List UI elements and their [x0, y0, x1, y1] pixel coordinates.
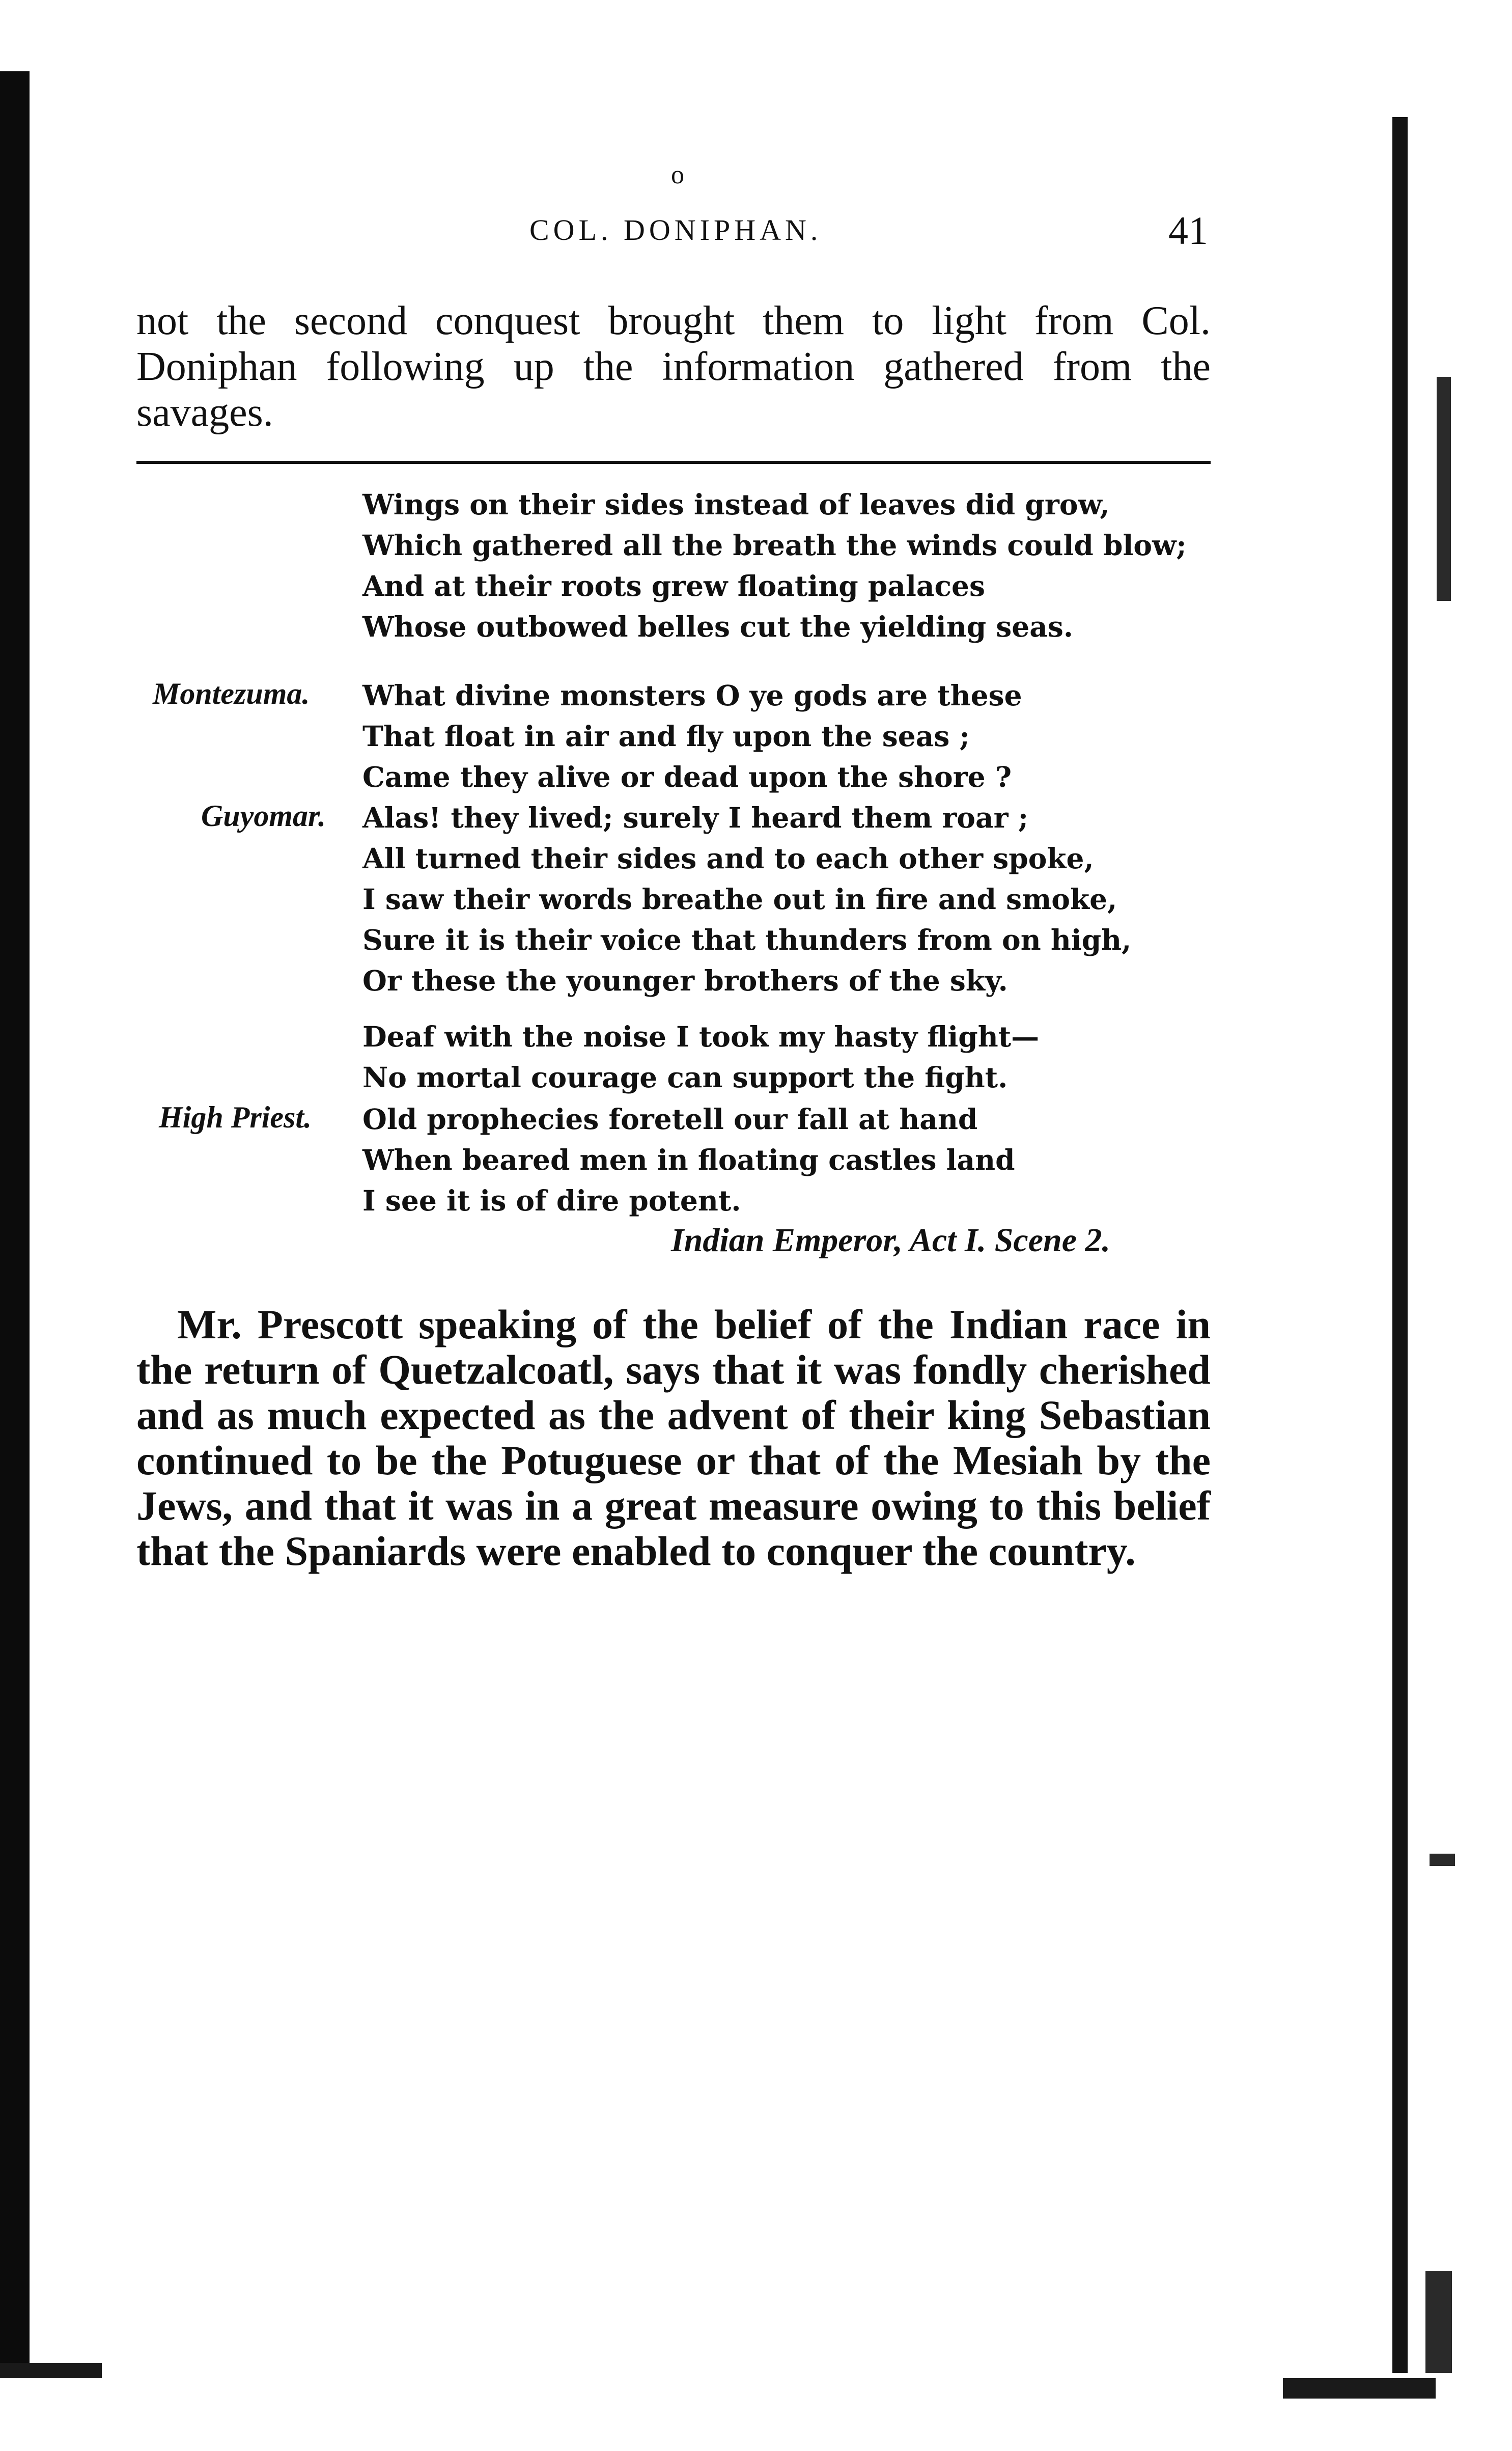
section-rule — [136, 461, 1211, 464]
verse-line: Alas! they lived; surely I heard them roar ; — [362, 801, 1029, 834]
verse-line: Old prophecies foretell our fall at hand — [362, 1103, 978, 1136]
speaker-montezuma: Montezuma. — [153, 677, 310, 710]
running-head: COL. DONIPHAN. — [529, 213, 822, 246]
closing-paragraph-text: Mr. Prescott speaking of the belief of the Indian race in the return of Quetzalcoatl, says that it was fondly cherished and as much expected as the advent of their king Sebastian continued to be the Potuguese or that of the Mesiah by the Jews, and that it was in a great measure owing to this belief that the Spaniards were enabled to conquer the country. — [136, 1301, 1211, 1574]
page-edge-strip — [1437, 377, 1451, 601]
ornament: o — [671, 160, 684, 189]
page-number: 41 — [1168, 208, 1208, 253]
page-edge-foot — [1283, 2378, 1436, 2399]
binding-shadow-left — [0, 71, 30, 2373]
verse-line: All turned their sides and to each other spoke, — [362, 842, 1094, 875]
verse-citation: Indian Emperor, Act I. Scene 2. — [671, 1222, 1110, 1259]
verse-line: I saw their words breathe out in fire and smoke, — [362, 883, 1117, 916]
page-edge-strip — [1425, 2271, 1452, 2373]
verse-line: No mortal courage can support the fight. — [362, 1061, 1008, 1094]
speaker-guyomar: Guyomar. — [201, 799, 326, 833]
verse-line: Or these the younger brothers of the sky. — [362, 964, 1008, 997]
verse-line: Deaf with the noise I took my hasty flight— — [362, 1020, 1040, 1053]
binding-shadow-foot — [0, 2363, 102, 2378]
verse-line: That float in air and fly upon the seas ; — [362, 720, 970, 753]
verse-line: Which gathered all the breath the winds could blow; — [362, 529, 1187, 562]
page-edge-strip — [1430, 1854, 1455, 1866]
verse-line: When beared men in floating castles land — [362, 1143, 1015, 1176]
verse-line: Sure it is their voice that thunders from on high, — [362, 923, 1132, 956]
page-edge-right — [1392, 117, 1408, 2373]
closing-paragraph — [136, 1302, 1211, 1574]
verse-line: Came they alive or dead upon the shore ? — [362, 760, 1012, 793]
verse-line: What divine monsters O ye gods are these — [362, 679, 1022, 712]
opening-paragraph — [136, 298, 1211, 435]
speaker-high-priest: High Priest. — [159, 1100, 312, 1134]
verse-line: Whose outbowed belles cut the yielding seas. — [362, 610, 1074, 643]
opening-paragraph-text: not the second conquest brought them to light from Col. Doniphan following up the information gathered from the savages. — [136, 298, 1211, 435]
verse-line: I see it is of dire potent. — [362, 1184, 741, 1217]
verse-line: Wings on their sides instead of leaves did grow, — [362, 488, 1110, 521]
verse-line: And at their roots grew floating palaces — [362, 569, 985, 602]
